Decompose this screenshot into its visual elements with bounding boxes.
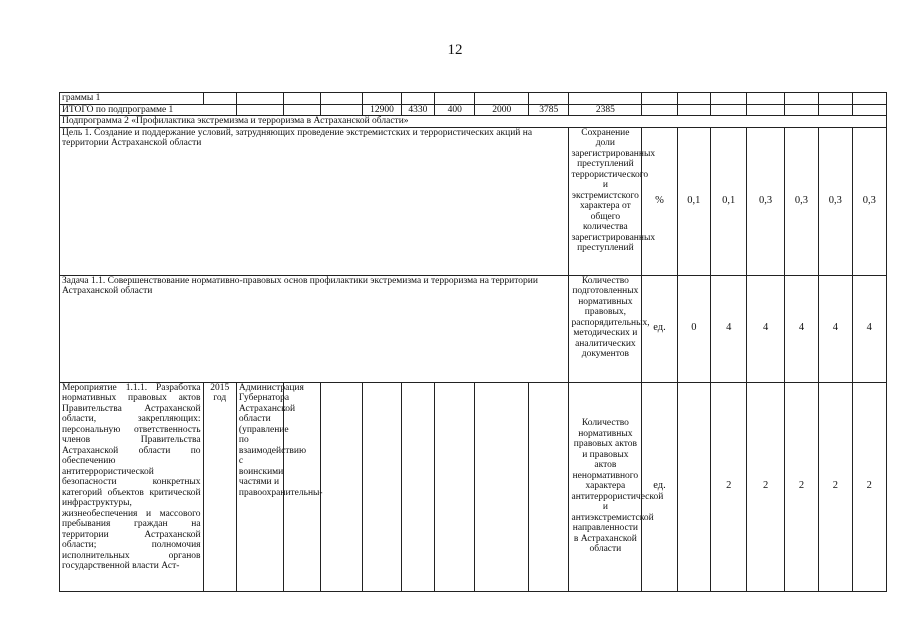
row-subprogram1-total [60,104,887,116]
cell-event-value: 2 [784,382,818,591]
cell-task-value: 4 [747,275,784,382]
cell-event-value: 2 [747,382,784,591]
cell-task-text: Задача 1.1. Совершенствование нормативно-правовых основ профилактики экстремизма и терроризма на территории Астраханской области [60,275,569,382]
cell-total-value: 400 [435,104,475,116]
cell-subprogram2-title: Подпрограмма 2 «Профилактика экстремизма и терроризма в Астраханской области» [60,116,887,128]
cell-task-value: 4 [852,275,886,382]
page-number: 12 [447,42,463,58]
cell-event-text: Мероприятие 1.1.1. Разработка нормативных правовых актов Правительства Астраханской области, закрепляющих: персональную ответственность членов Правительства Астраханской области по обеспечению антитеррористической безопасности конкретных категорий объектов критической инфраструктуры, жизнеобеспечения и массового пребывания граждан на территории Астраханской области; полномочия исполнительных органов государственной власти Аст- [60,382,204,591]
program-table [59,92,887,592]
cell-event-unit: ед. [642,382,677,591]
cell-goal-value: 0,3 [852,127,886,275]
cell-total-value: 2385 [569,104,642,116]
cell-event-indicator: Количество нормативных правовых актов и правовых актов ненормативного характера антитеррористической и антиэкстремистской направленности в Астраханской области [569,382,642,591]
cell-event-value: 2 [819,382,852,591]
cell-task-value: 4 [711,275,747,382]
cell-task-value: 0 [677,275,710,382]
cell-task-unit: ед. [642,275,677,382]
cell-event-value [677,382,710,591]
cell-event-period: 2015 год [203,382,236,591]
cell-program-tail-label: граммы 1 [60,93,204,105]
cell-goal-value: 0,1 [711,127,747,275]
cell-goal-value: 0,3 [819,127,852,275]
cell-task-indicator: Количество подготовленных нормативных правовых, распорядительных, методических и аналитических документов [569,275,642,382]
cell-goal-unit: % [642,127,677,275]
cell-goal-indicator: Сохранение доли зарегистрированных преступлений террористического и экстремистского характера от общего количества зарегистрированных преступлений [569,127,642,275]
cell-total-label: ИТОГО по подпрограмме 1 [60,104,237,116]
cell-total-value: 3785 [529,104,569,116]
cell-event-executor: Администрация Губернатора Астраханской области (управление по взаимодействию с воинскими частями и правоохранительны- [236,382,284,591]
cell-task-value: 4 [819,275,852,382]
cell-task-value: 4 [784,275,818,382]
cell-total-value: 4330 [401,104,434,116]
cell-event-value: 2 [711,382,747,591]
cell-goal-value: 0,1 [677,127,710,275]
cell-total-value: 12900 [363,104,401,116]
cell-total-value: 2000 [475,104,529,116]
cell-event-value: 2 [852,382,886,591]
cell-goal-text: Цель 1. Создание и поддержание условий, затрудняющих проведение экстремистских и террористических акций на территории Астраханской области [60,127,569,275]
row-subprogram2-title [60,116,887,128]
row-goal [60,127,887,275]
cell-goal-value: 0,3 [784,127,818,275]
cell-goal-value: 0,3 [747,127,784,275]
row-event [60,382,887,591]
row-task [60,275,887,382]
row-program-tail [60,93,887,105]
